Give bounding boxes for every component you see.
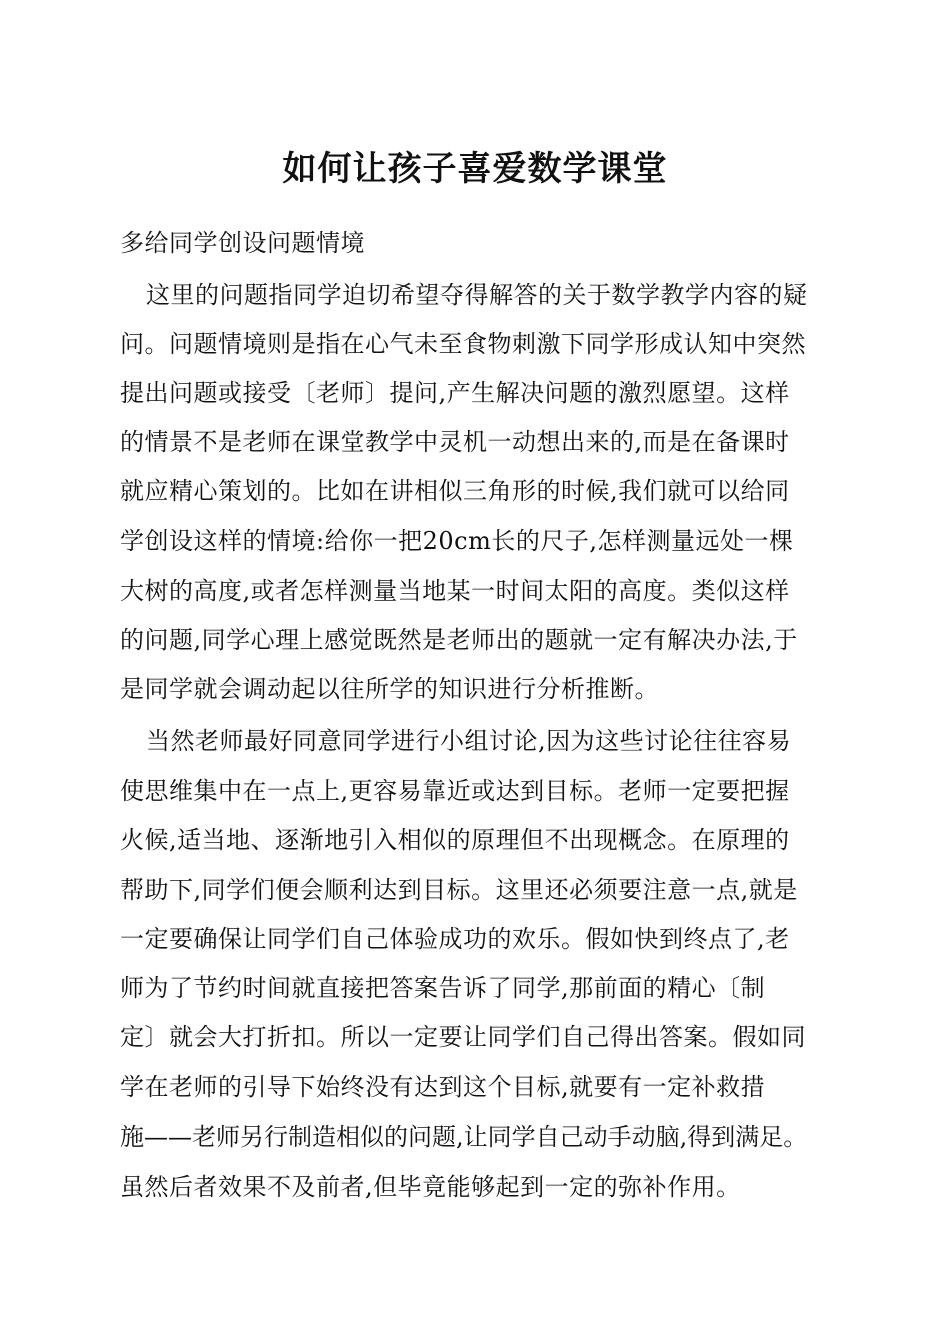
document-title: 如何让孩子喜爱数学课堂 [282, 149, 668, 189]
paragraph-2-line-10: 虽然后者效果不及前者,但毕竟能够起到一定的弥补作用。 [120, 1173, 741, 1201]
paragraph-2-line-4: 帮助下,同学们便会顺利达到目标。这里还必须要注意一点,就是 [120, 876, 798, 904]
paragraph-1-line-4: 的情景不是老师在课堂教学中灵机一动想出来的,而是在备课时 [120, 428, 790, 456]
paragraph-2-line-5: 一定要确保让同学们自己体验成功的欢乐。假如快到终点了,老 [120, 925, 790, 953]
paragraph-2-line-6: 师为了节约时间就直接把答案告诉了同学,那前面的精心〔制 [120, 974, 766, 1002]
paragraph-1-line-7: 大树的高度,或者怎样测量当地某一时间太阳的高度。类似这样 [120, 577, 790, 605]
paragraph-2-line-2: 使思维集中在一点上,更容易靠近或达到目标。老师一定要把握 [120, 777, 790, 805]
paragraph-2-line-8: 学在老师的引导下始终没有达到这个目标,就要有一定补救措 [120, 1073, 766, 1101]
paragraph-1-line-5: 就应精心策划的。比如在讲相似三角形的时候,我们就可以给同 [120, 477, 790, 505]
paragraph-1-line-3: 提出问题或接受〔老师〕提问,产生解决问题的激烈愿望。这样 [120, 379, 790, 407]
paragraph-2-line-9: 施——老师另行制造相似的问题,让同学自己动手动脑,得到满足。 [120, 1123, 808, 1151]
paragraph-1-line-2: 问。问题情境则是指在心气未至食物刺激下同学形成认知中突然 [120, 330, 806, 358]
paragraph-1-line-6: 学创设这样的情境:给你一把20cm长的尺子,怎样测量远处一棵 [120, 527, 794, 555]
paragraph-1-line-1: 这里的问题指同学迫切希望夺得解答的关于数学教学内容的疑 [146, 281, 808, 309]
paragraph-2-line-7: 定〕就会大打折扣。所以一定要让同学们自己得出答案。假如同 [120, 1023, 806, 1051]
paragraph-1-line-8: 的问题,同学心理上感觉既然是老师出的题就一定有解决办法,于 [120, 626, 798, 654]
paragraph-2-line-3: 火候,适当地、逐渐地引入相似的原理但不出现概念。在原理的 [120, 826, 790, 854]
section-heading: 多给同学创设问题情境 [120, 229, 365, 257]
paragraph-1-line-9: 是同学就会调动起以往所学的知识进行分析推断。 [120, 675, 659, 703]
paragraph-2-line-1: 当然老师最好同意同学进行小组讨论,因为这些讨论往往容易 [146, 727, 792, 755]
